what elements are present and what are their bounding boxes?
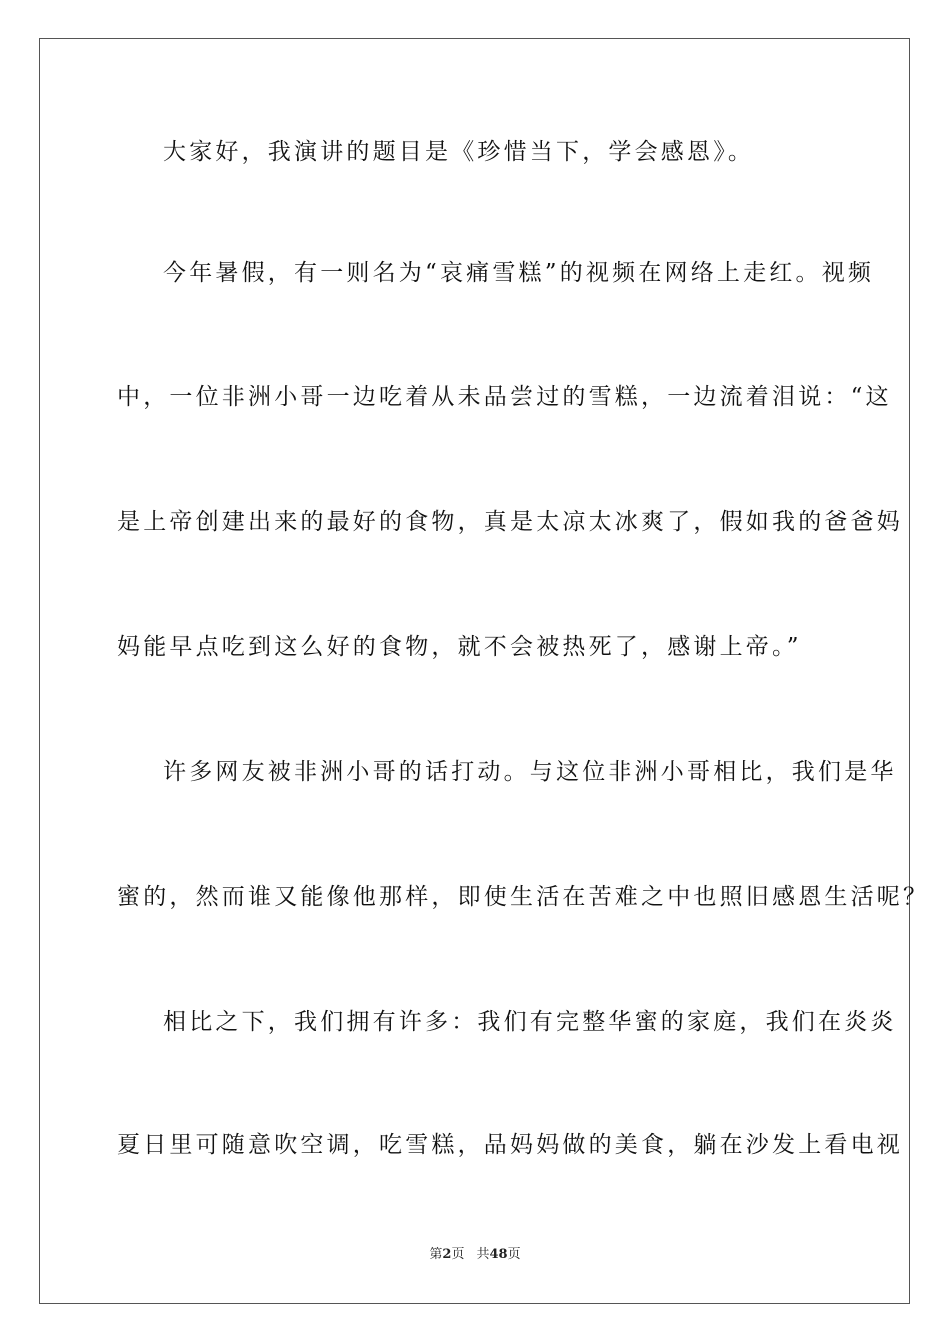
- paragraph-line-6: 许多网友被非洲小哥的话打动。与这位非洲小哥相比，我们是华: [163, 759, 897, 785]
- paragraph-line-9: 夏日里可随意吹空调，吃雪糕，品妈妈做的美食，躺在沙发上看电视: [117, 1132, 903, 1158]
- total-suffix: 页: [507, 1247, 521, 1262]
- paragraph-line-3: 中，一位非洲小哥一边吃着从未品尝过的雪糕，一边流着泪说：“这: [117, 384, 892, 410]
- paragraph-line-5: 妈能早点吃到这么好的食物，就不会被热死了，感谢上帝。”: [117, 634, 802, 660]
- paragraph-line-4: 是上帝创建出来的最好的食物，真是太凉太冰爽了，假如我的爸爸妈: [117, 509, 903, 535]
- paragraph-line-8: 相比之下，我们拥有许多：我们有完整华蜜的家庭，我们在炎炎: [163, 1009, 897, 1035]
- paragraph-line-7: 蜜的，然而谁又能像他那样，即使生活在苦难之中也照旧感恩生活呢？: [117, 884, 930, 910]
- page-footer: [0, 1246, 950, 1264]
- page-suffix: 页: [451, 1247, 465, 1262]
- paragraph-line-2: 今年暑假，有一则名为“哀痛雪糕”的视频在网络上走红。视频: [163, 260, 875, 286]
- page-prefix: 第: [429, 1247, 443, 1262]
- total-pages: 48: [489, 1247, 508, 1262]
- paragraph-line-1: 大家好，我演讲的题目是《珍惜当下，学会感恩》。: [163, 139, 755, 165]
- page-border: [39, 38, 930, 1304]
- page-number: 2: [442, 1247, 452, 1262]
- total-prefix: 共: [476, 1247, 490, 1262]
